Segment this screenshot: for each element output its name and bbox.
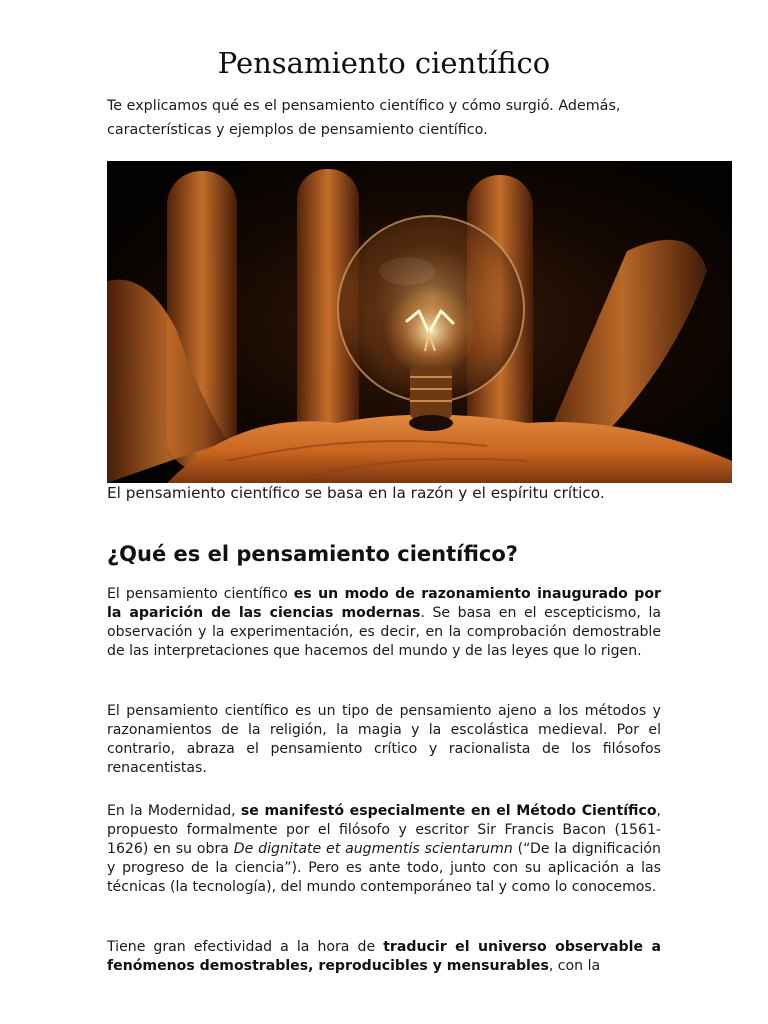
paragraph-3-text-a: En la Modernidad, bbox=[107, 803, 241, 819]
paragraph-1-bold: es un modo de razonamiento inaugurado por la aparición de las ciencias modernas bbox=[107, 586, 661, 621]
hero-image bbox=[107, 161, 732, 483]
paragraph-4-text-c: , con la bbox=[548, 958, 601, 974]
paragraph-4-bold: traducir el universo observable a fenómenos demostrables, reproducibles y mensurables bbox=[107, 939, 662, 974]
paragraph-1-text-a: El pensamiento científico bbox=[107, 586, 294, 602]
page-title: Pensamiento científico bbox=[217, 46, 551, 80]
paragraph-3-text-c: , propuesto formalmente por el filósofo y escritor Sir Francis Bacon (1561-1626) en su obra bbox=[107, 803, 661, 857]
intro-text: Te explicamos qué es el pensamiento científico y cómo surgió. Además, características y ejemplos de pensamiento científico. bbox=[107, 98, 621, 138]
section-heading: ¿Qué es el pensamiento científico? bbox=[107, 542, 518, 566]
paragraph-1-text-c: . Se basa en el escepticismo, la observación y la experimentación, es decir, en la comprobación demostrable de las interpretaciones que hacemos del mundo y de las leyes que lo rigen. bbox=[107, 605, 661, 659]
paragraph-3-text-e: (“De la dignificación y progreso de la ciencia”). Pero es ante todo, junto con su aplicación a las técnicas (la tecnología), del mundo contemporáneo tal y como lo conocemos. bbox=[107, 841, 661, 895]
paragraph-3-italic: De dignitate et augmentis scientarumn bbox=[233, 841, 513, 857]
paragraph-1 bbox=[107, 585, 661, 661]
paragraph-2: El pensamiento científico es un tipo de pensamiento ajeno a los métodos y razonamientos de la religión, la magia y la escolástica medieval. Por el contrario, abraza el pensamiento crítico y racionalista de los filósofos renacentistas. bbox=[107, 703, 661, 776]
image-caption: El pensamiento científico se basa en la razón y el espíritu crítico. bbox=[107, 484, 605, 502]
lightbulb-in-hand-photo-icon bbox=[107, 161, 732, 483]
paragraph-4 bbox=[107, 938, 661, 976]
paragraph-4-text-a: Tiene gran efectividad a la hora de bbox=[107, 939, 384, 955]
paragraph-3-bold: se manifestó especialmente en el Método Científico bbox=[240, 803, 657, 819]
paragraph-3 bbox=[107, 802, 661, 897]
